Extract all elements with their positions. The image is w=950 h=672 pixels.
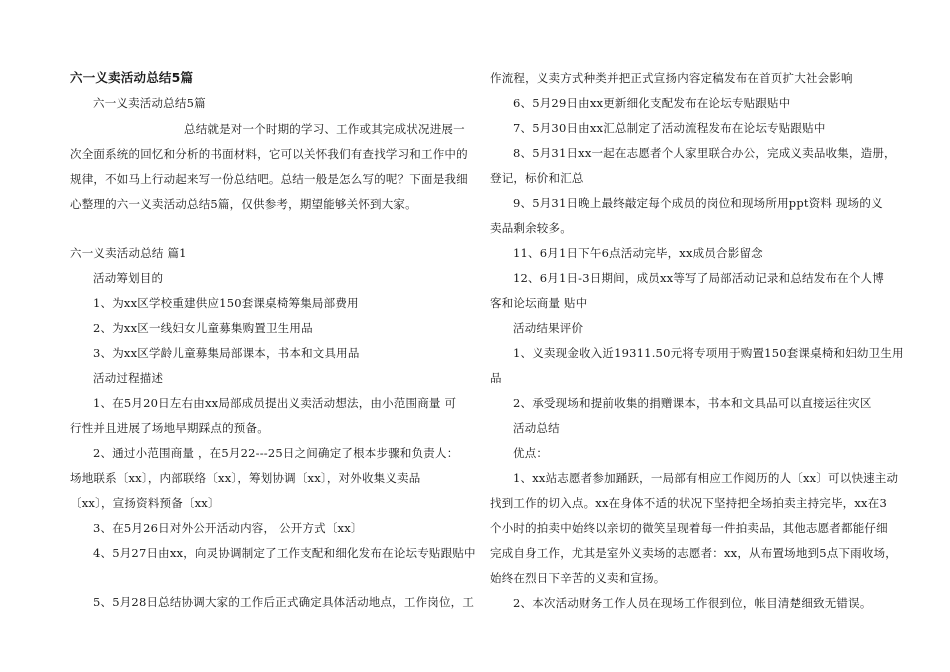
body-line: 1、义卖现金收入近19311.50元将专项用于购置150套课桌椅和妇幼卫生用 [513,346,904,360]
process-line: 2、通过小范围商量 ，在5月22---25日之间确定了根本步骤和负责人： [93,446,459,460]
body-line: 卖品剩余较多。 [490,221,572,235]
purpose-item: 3、为xx区学龄儿童募集局部课本，书本和文具用品 [93,346,360,360]
document-subtitle: 六一义卖活动总结5篇 [93,96,206,110]
body-line: 12、6月1日-3日期间，成员xx等写了局部活动记录和总结发布在个人博 [513,271,884,285]
process-line: 场地联系〔xx〕，内部联络〔xx〕，筹划协调〔xx〕，对外收集义卖品 [70,471,421,485]
intro-line: 总结就是对一个时期的学习、工作或其完成状况进展一 [184,122,465,136]
intro-line: 次全面系统的回忆和分析的书面材料，它可以关怀我们有查找学习和工作中的 [70,147,468,161]
document-title: 六一义卖活动总结5篇 [70,70,194,85]
intro-line: 规律，不如马上行动起来写一份总结吧。总结一般是怎么写的呢？下面是我细 [70,172,468,186]
process-line: 1、在5月20日左右由xx局部成员提出义卖活动想法，由小范围商量 可 [93,396,457,410]
body-line: 2、承受现场和提前收集的捐赠课本，书本和文具品可以直接运往灾区 [513,396,872,410]
body-line: 找到工作的切入点。xx在身体不适的状况下坚持把全场拍卖主持完毕，xx在3 [490,496,887,510]
heading-process: 活动过程描述 [93,371,164,385]
process-line: 3、在5月26日对外公开活动内容， 公开方式〔xx〕 [93,521,363,535]
body-line: 9、5月31日晚上最终敲定每个成员的岗位和现场所用ppt资料 现场的义 [513,196,883,210]
body-line: 完成自身工作，尤其是室外义卖场的志愿者：xx，从布置场地到5点下雨收场， [490,546,897,560]
body-line: 1、xx站志愿者参加踊跃，一局部有相应工作阅历的人〔xx〕可以快速主动 [513,471,899,485]
body-line: 8、5月31日xx一起在志愿者个人家里联合办公，完成义卖品收集，造册， [513,146,896,160]
heading-purpose: 活动筹划目的 [93,271,164,285]
body-line: 始终在烈日下辛苦的义卖和宣扬。 [490,571,666,585]
purpose-item: 1、为xx区学校重建供应150套课桌椅筹集局部费用 [93,296,359,310]
body-line: 个小时的拍卖中始终以亲切的微笑呈现着每一件拍卖品，其他志愿者都能仔细 [490,521,888,535]
process-line: 5、5月28日总结协调大家的工作后正式确定具体活动地点，工作岗位，工 [93,595,475,609]
body-line: 作流程，义卖方式种类并把正式宣扬内容定稿发布在首页扩大社会影响 [490,71,853,85]
purpose-item: 2、为xx区一线妇女儿童募集购置卫生用品 [93,321,313,335]
section-title: 六一义卖活动总结 篇1 [70,246,187,260]
body-line: 客和论坛商量 贴中 [490,296,588,310]
body-line: 登记，标价和汇总 [490,171,584,185]
process-line: 4、5月27日由xx，向灵协调制定了工作支配和细化发布在论坛专贴跟贴中 [93,546,476,560]
process-line: 〔xx〕，宣扬资料预备〔xx〕 [70,496,220,510]
body-line: 2、本次活动财务工作人员在现场工作很到位，帐目清楚细致无错误。 [513,596,872,610]
body-line: 7、5月30日由xx汇总制定了活动流程发布在论坛专贴跟贴中 [513,121,826,135]
heading-summary: 活动总结 [513,421,560,435]
body-line: 6、5月29日由xx更新细化支配发布在论坛专贴跟贴中 [513,96,791,110]
body-line: 品 [490,371,502,385]
heading-result: 活动结果评价 [513,321,584,335]
body-line: 11、6月1日下午6点活动完毕，xx成员合影留念 [513,246,763,260]
process-line: 行性并且进展了场地早期踩点的预备。 [70,421,269,435]
heading-strengths: 优点： [513,446,549,460]
intro-line: 心整理的六一义卖活动总结5篇，仅供参考，期望能够关怀到大家。 [70,197,417,211]
